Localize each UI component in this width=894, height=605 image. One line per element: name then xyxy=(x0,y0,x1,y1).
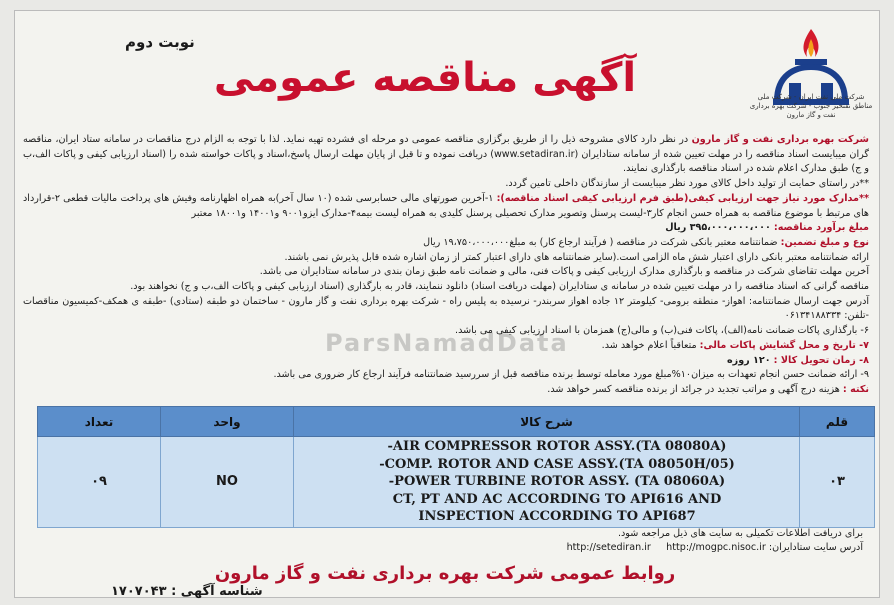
item-6: ۶- بارگذاری پاکات ضمانت نامه(الف)، پاکات فنی(ب) و مالی(ج) همزمان با اسناد ارزیابی کیفی می باشد. xyxy=(455,325,869,337)
required-docs-text: ۱-آخرین صورتهای مالی حسابرسی شده (۱۰ سال آخر)به همراه اظهارنامه وفیش های پرداخت مالیات قطعی ۲-قرارداد های مرتبط با موضوع مناقصه به همراه حسن انجام کار۳-لیست پرسنل وتصویر مدارک تحصیلی پرسنل کلیدی به همراه لیست بیمه۴-مدارک ایزو۹۰۰۱ و۱۴۰۰۱ و۱۸۰۰۱ معتبر xyxy=(23,192,869,219)
cost-note-label: نکته : xyxy=(842,383,869,395)
footer-info xyxy=(25,527,863,555)
intro-paragraph xyxy=(23,133,869,177)
flame-icon xyxy=(804,29,819,57)
required-docs-label: **مدارک مورد نیاز جهت ارزیابی کیفی(طبق فرم ارزیابی کیفی اسناد مناقصه): xyxy=(496,192,869,204)
estimate-value: ۳۹۵،۰۰۰،۰۰۰،۰۰۰ ریال xyxy=(665,222,771,234)
desc-line: -COMP. ROTOR AND CASE ASSY.(TA 08050H/05) xyxy=(379,456,735,472)
table-row xyxy=(38,437,875,528)
public-relations-signature: روابط عمومی شرکت بهره برداری نفت و گاز مارون xyxy=(214,563,676,584)
site-line xyxy=(25,541,863,555)
cell-unit: NO xyxy=(161,437,294,528)
mogpc-link[interactable]: http://mogpc.nisoc.ir xyxy=(666,542,766,553)
publication-round: نوبت دوم xyxy=(125,33,195,51)
company-name: شرکت بهره برداری نفت و گاز مارون xyxy=(691,134,869,145)
more-info-text: برای دریافت اطلاعات تکمیلی به سایت های ذیل مراجعه شود. xyxy=(617,528,863,539)
cell-quantity: ۰۹ xyxy=(38,437,161,528)
item-8-text: ۱۲۰ روزه xyxy=(727,354,771,366)
cost-note xyxy=(23,383,869,398)
guarantee-note: ارائه ضمانتنامه معتبر بانکی دارای اعتبار شش ماه الزامی است.(سایر ضمانتنامه های دارای اعتبار کمتر از زمان اشاره شده قابل پذیرش نمی باشند. xyxy=(284,251,869,263)
col-qty-header: تعداد xyxy=(38,407,161,437)
item-7-text: متعاقباً اعلام خواهد شد. xyxy=(601,339,697,351)
intro-text: در نظر دارد کالای مشروحه ذیل را از طریق برگزاری مناقصه عمومی دو مرحله ای فشرده تهیه نماید. لذا با توجه به الزام درج مناقصات در سامانه ستاد ایران، مناقصه گران میبایست اسناد مناقصه را در مهلت تعیین شده از سامانه ستادایران (www.setadiran.ir) دریافت نموده و تا قبل از پایان مهلت ارسال پاسخ،اسناد و پاکات خواسته شده را (اسناد ارزیابی کیفی و پاکات الف،ب و ج) طبق مدارک اعلام شده در اسناد مناقصه بارگذاری نمایند. xyxy=(23,134,869,175)
ad-title: آگهی مناقصه عمومی xyxy=(213,55,637,101)
item-7-label: ۷- تاریخ و محل گشایش پاکات مالی: xyxy=(699,339,869,351)
ad-id-label: شناسه آگهی : xyxy=(171,584,263,599)
deadline-note: آخرین مهلت تقاضای شرکت در مناقصه و بارگذاری مدارک ارزیابی کیفی و پاکات فنی، مالی و ضمانت نامه طبق زمان بندی در سامانه ستادایران می باشد. xyxy=(259,266,869,278)
newspaper-ad xyxy=(14,10,880,598)
guarantee-text: ضمانتنامه معتبر بانکی شرکت در مناقصه ( فرآیند ارجاع کار) به مبلغ۱۹،۷۵۰،۰۰۰،۰۰۰ ریال xyxy=(423,236,778,248)
cost-note-text: هزینه درج آگهی و مراتب تجدید در جرائد از برنده مناقصه کسر خواهد شد. xyxy=(547,383,840,395)
site-label: آدرس سایت ستادایران: xyxy=(768,542,863,553)
col-desc-header: شرح کالا xyxy=(294,407,800,437)
desc-line: CT, PT AND AC ACCORDING TO API616 AND xyxy=(392,491,722,507)
cell-description xyxy=(294,437,800,528)
items-table xyxy=(37,406,875,528)
logo-caption: شرکت ملی نفت ایران - شرکت ملی مناطق نفتخیز جنوب - شرکت بهره برداری نفت و گاز مارون xyxy=(749,93,873,119)
item-9: ۹- ارائه ضمانت حسن انجام تعهدات به میزان۱۰%مبلغ مورد معامله توسط برنده مناقصه قبل از سررسید ضمانتنامه فرآیند ارجاع کار ضروری می باشد. xyxy=(273,369,869,381)
desc-line: -POWER TURBINE ROTOR ASSY. (TA 08060A) xyxy=(388,474,726,489)
ad-body xyxy=(23,133,869,398)
setadiran-link[interactable]: http://setediran.ir xyxy=(566,542,651,553)
ad-id-value: ۱۷۰۷۰۴۳ xyxy=(111,584,167,599)
ad-id xyxy=(111,584,263,599)
delivery-address: آدرس جهت ارسال ضمانتنامه: اهواز- منطقه برومی- کیلومتر ۱۲ جاده اهواز سربندر- نرسیده به پلیس راه - شرکت بهره برداری نفت و گاز مارون - ساختمان دو طبقه (ستادی) -طبقه ی همکف-کمیسیون مناقصات -تلفن: ۰۶۱۳۴۱۸۸۳۳۴ xyxy=(23,295,870,322)
item-8-label: ۸- زمان تحویل کالا : xyxy=(773,354,869,366)
estimate xyxy=(23,221,869,236)
col-unit-header: واحد xyxy=(161,407,294,437)
items-table-header xyxy=(38,407,875,437)
item-7 xyxy=(23,339,869,354)
watermark: ParsNamadData xyxy=(325,329,569,357)
col-row-header: قلم xyxy=(800,407,875,437)
desc-line: -AIR COMPRESSOR ROTOR ASSY.(TA 08080A) xyxy=(387,439,727,454)
required-docs xyxy=(23,192,869,221)
guarantee xyxy=(23,236,869,251)
estimate-label: مبلغ برآورد مناقصه: xyxy=(773,222,869,234)
upload-note: مناقصه گرانی که اسناد مناقصه را در مهلت تعیین شده در سامانه ی ستادایران (مهلت دریافت اسناد) دانلود ننمایند، قادر به بارگذاری (اسناد ارزیابی کیفی و پاکات الف،ب و ج) نخواهند بود. xyxy=(130,281,869,293)
item-8 xyxy=(23,354,869,369)
desc-line: INSPECTION ACCORDING TO API687 xyxy=(418,509,696,524)
cell-row-number: ۰۳ xyxy=(800,437,875,528)
domestic-support-note: **در راستای حمایت از تولید داخل کالای مورد نظر میبایست از سازندگان داخلی تامین گردد. xyxy=(505,178,869,190)
guarantee-label: نوع و مبلغ تضمین: xyxy=(780,236,869,248)
